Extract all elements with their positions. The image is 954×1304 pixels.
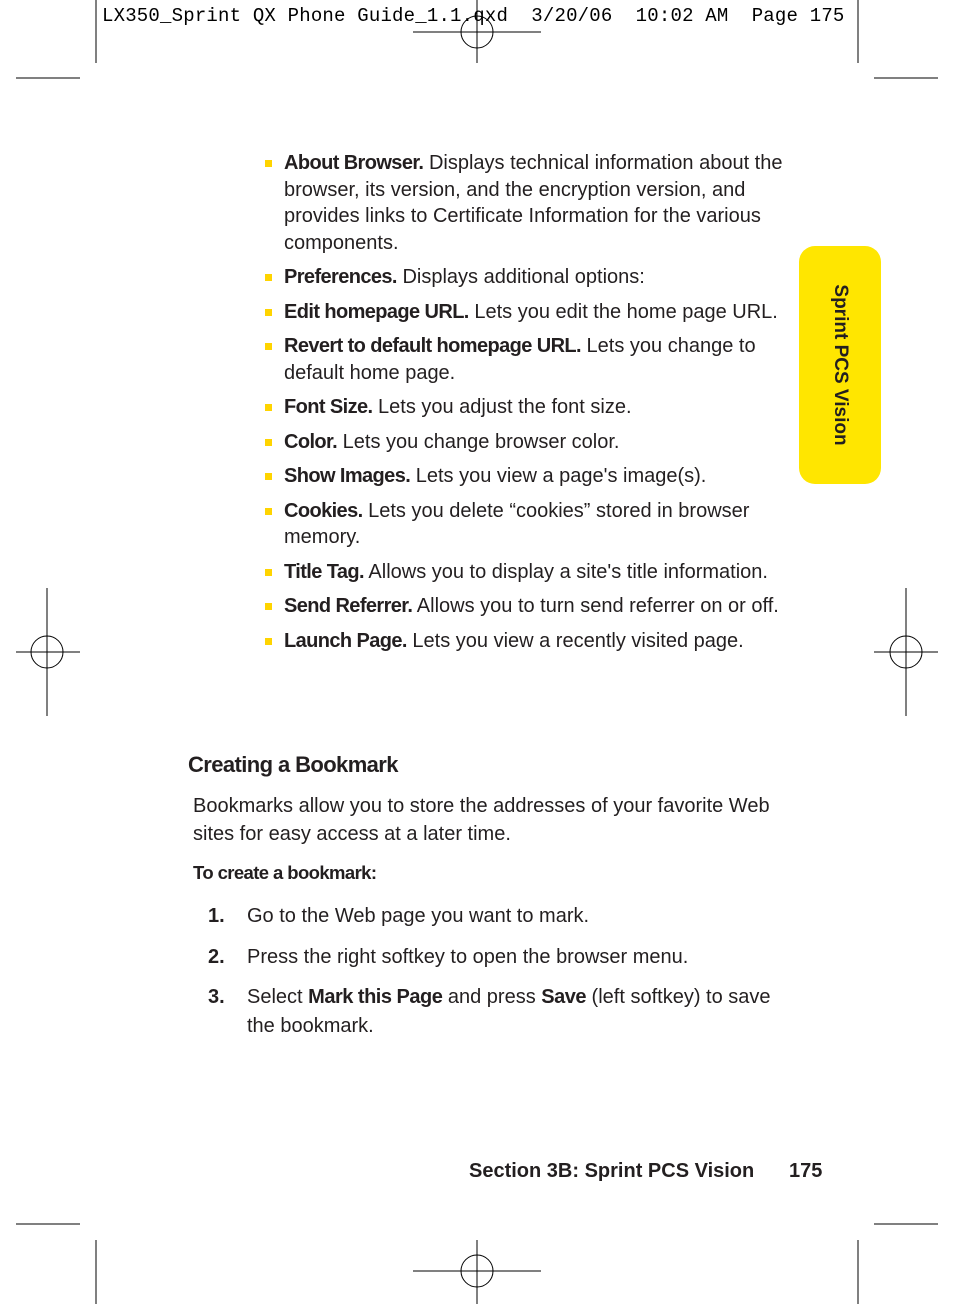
bookmark-steps [208,902,788,1052]
step-number: 1. [208,905,225,927]
option-description: Allows you to turn send referrer on or off. [412,595,779,617]
option-term: Launch Page. [284,629,407,652]
step-text-post: (left softkey) to save the bookmark. [247,986,771,1037]
option-term: Edit homepage URL. [284,300,469,323]
list-item [264,463,789,490]
print-slug: LX350_Sprint QX Phone Guide_1.1.qxd 3/20/06 10:02 AM Page 175 [102,5,845,27]
option-description: Lets you delete “cookies” stored in browser memory. [284,499,750,548]
option-description: Displays additional options: [396,266,645,288]
intro-paragraph: Bookmarks allow you to store the addresses of your favorite Web sites for easy access at a later time. [193,795,770,845]
option-description: Lets you edit the home page URL. [468,300,778,323]
browser-options-list [264,150,789,662]
option-term: Color. [284,430,338,453]
page-number: 175 [789,1160,823,1182]
footer-section-title: Section 3B: Sprint PCS Vision [469,1160,755,1182]
step-text-mid: and press [442,986,542,1008]
option-term: Cookies. [284,499,363,522]
list-item [264,299,789,326]
step-number: 2. [208,945,225,968]
option-description: Lets you change to default home page. [284,335,756,384]
list-item [264,429,789,456]
list-item [264,150,789,256]
list-item [264,333,789,386]
option-term: Revert to default homepage URL. [284,335,581,357]
list-item [264,593,789,620]
softkey-name: Save [541,986,586,1008]
step-item [208,943,788,972]
step-text: Press the right softkey to open the browser menu. [247,945,689,968]
list-item [264,394,789,421]
list-item [264,264,789,291]
option-description: Displays technical information about the browser, its version, and the encryption version, and provides links to Certificate Information for the various components. [284,152,783,254]
section-heading: Creating a Bookmark [188,752,398,777]
option-term: Font Size. [284,396,373,418]
option-term: Send Referrer. [284,595,413,617]
option-description: Lets you view a page's image(s). [410,465,707,487]
registration-mark [16,588,80,716]
option-description: Allows you to display a site's title information. [363,560,768,583]
step-item [208,983,788,1040]
option-description: Lets you adjust the font size. [372,396,632,418]
option-term: About Browser. [284,152,424,174]
step-text: Go to the Web page you want to mark. [247,905,590,927]
step-number: 3. [208,986,225,1008]
registration-mark [874,588,938,716]
option-description: Lets you change browser color. [337,430,620,453]
option-term: Show Images. [284,465,411,487]
option-description: Lets you view a recently visited page. [406,629,744,652]
procedure-heading: To create a bookmark: [193,862,377,883]
side-tab-label: Sprint PCS Vision [830,284,851,446]
registration-mark [413,0,541,63]
step-item [208,902,788,931]
list-item [264,628,789,655]
menu-option-name: Mark this Page [308,986,443,1008]
option-term: Preferences. [284,266,397,288]
option-term: Title Tag. [284,560,364,583]
list-item [264,498,789,551]
registration-mark [413,1240,541,1304]
section-side-tab [799,246,881,484]
step-text-pre: Select [247,986,309,1008]
list-item [264,559,789,586]
